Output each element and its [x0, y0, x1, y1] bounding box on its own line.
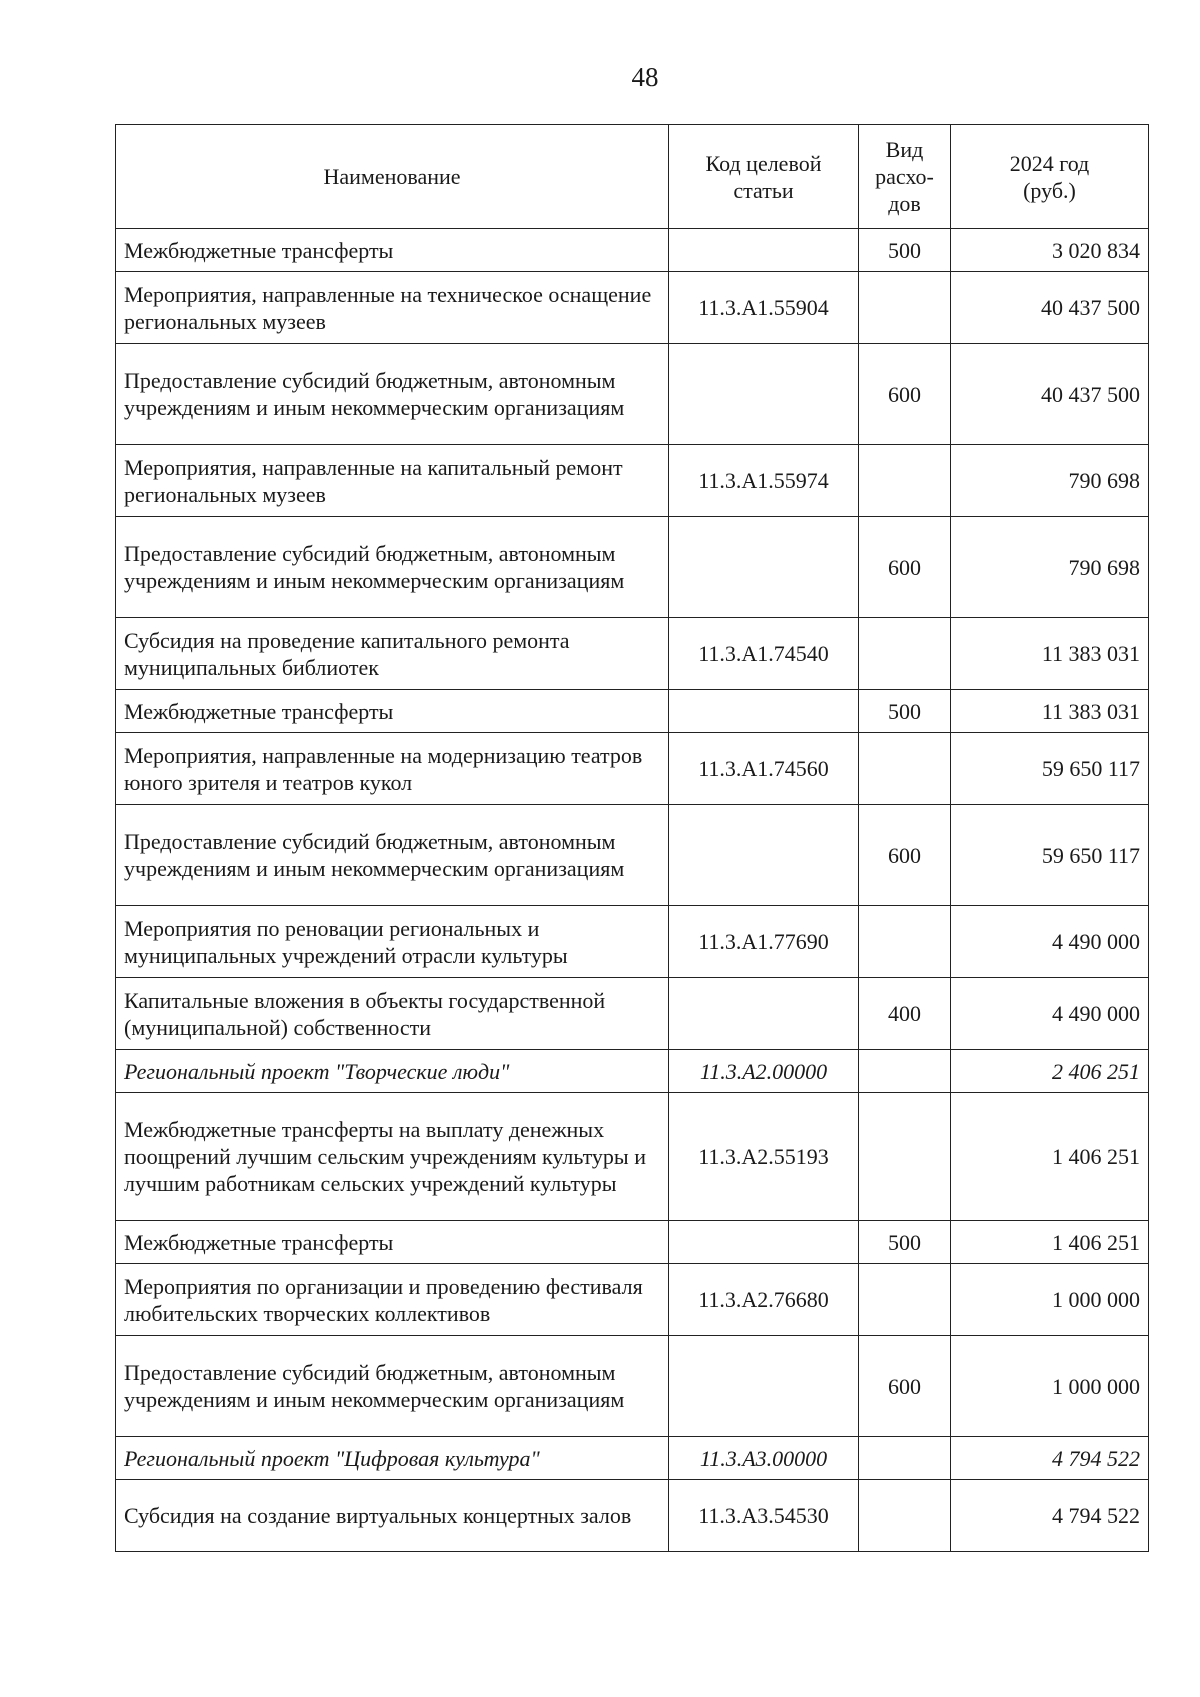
cell-amount: 790 698: [951, 517, 1149, 618]
table-row: [116, 445, 1149, 517]
budget-table: [115, 124, 1149, 1552]
cell-amount: 2 406 251: [951, 1050, 1149, 1093]
table-row: [116, 805, 1149, 906]
cell-amount: 1 406 251: [951, 1221, 1149, 1264]
cell-amount: 59 650 117: [951, 805, 1149, 906]
cell-code: 11.3.А2.55193: [669, 1093, 859, 1221]
cell-amount: 1 000 000: [951, 1336, 1149, 1437]
cell-name: Региональный проект "Цифровая культура": [116, 1437, 669, 1480]
cell-name: Региональный проект "Творческие люди": [116, 1050, 669, 1093]
cell-expense-type: 500: [859, 690, 951, 733]
header-amount-line-1: 2024 год: [1009, 150, 1090, 176]
cell-code: 11.3.А1.77690: [669, 906, 859, 978]
cell-code: [669, 978, 859, 1050]
header-amount: [951, 125, 1149, 229]
cell-expense-type: 500: [859, 229, 951, 272]
cell-code: 11.3.А3.54530: [669, 1480, 859, 1552]
table-row: [116, 618, 1149, 690]
cell-amount: 1 406 251: [951, 1093, 1149, 1221]
cell-name: Межбюджетные трансферты на выплату денежных поощрений лучшим сельским учреждениям культуры и лучшим работникам сельских учреждений культуры: [116, 1093, 669, 1221]
cell-amount: 40 437 500: [951, 344, 1149, 445]
cell-name: Межбюджетные трансферты: [116, 1221, 669, 1264]
cell-expense-type: [859, 445, 951, 517]
table-row: [116, 1221, 1149, 1264]
cell-code: 11.3.А1.74540: [669, 618, 859, 690]
table-row-section: [116, 1437, 1149, 1480]
cell-expense-type: 600: [859, 344, 951, 445]
cell-expense-type: 600: [859, 517, 951, 618]
cell-amount: 1 000 000: [951, 1264, 1149, 1336]
header-code: [669, 125, 859, 229]
cell-code: [669, 1336, 859, 1437]
cell-name: Межбюджетные трансферты: [116, 690, 669, 733]
table-row: [116, 906, 1149, 978]
table-row: [116, 733, 1149, 805]
cell-expense-type: 600: [859, 805, 951, 906]
table-row: [116, 1264, 1149, 1336]
cell-name: Капитальные вложения в объекты государственной (муниципальной) собственности: [116, 978, 669, 1050]
cell-name: Мероприятия по организации и проведению фестиваля любительских творческих коллективов: [116, 1264, 669, 1336]
cell-name: Предоставление субсидий бюджетным, автономным учреждениям и иным некоммерческим организациям: [116, 805, 669, 906]
table-row: [116, 1093, 1149, 1221]
cell-expense-type: 400: [859, 978, 951, 1050]
cell-name: Мероприятия, направленные на модернизацию театров юного зрителя и театров кукол: [116, 733, 669, 805]
cell-name: Предоставление субсидий бюджетным, автономным учреждениям и иным некоммерческим организациям: [116, 1336, 669, 1437]
cell-name: Субсидия на проведение капитального ремонта муниципальных библиотек: [116, 618, 669, 690]
table-row: [116, 229, 1149, 272]
page-number: 48: [631, 62, 659, 92]
cell-expense-type: 500: [859, 1221, 951, 1264]
cell-code: 11.3.А3.00000: [669, 1437, 859, 1480]
cell-amount: 790 698: [951, 445, 1149, 517]
header-type: [859, 125, 951, 229]
cell-amount: 4 794 522: [951, 1480, 1149, 1552]
table-row: [116, 517, 1149, 618]
header-type-line-3: дов: [888, 191, 921, 216]
cell-name: Предоставление субсидий бюджетным, автономным учреждениям и иным некоммерческим организациям: [116, 344, 669, 445]
cell-expense-type: [859, 906, 951, 978]
header-code-line-1: Код целевой: [705, 150, 822, 176]
cell-code: [669, 1221, 859, 1264]
header-name: Наименование: [116, 125, 669, 229]
cell-amount: 11 383 031: [951, 618, 1149, 690]
cell-name: Межбюджетные трансферты: [116, 229, 669, 272]
cell-code: 11.3.А2.76680: [669, 1264, 859, 1336]
cell-name: Субсидия на создание виртуальных концертных залов: [116, 1480, 669, 1552]
cell-amount: 59 650 117: [951, 733, 1149, 805]
cell-amount: 11 383 031: [951, 690, 1149, 733]
cell-amount: 4 794 522: [951, 1437, 1149, 1480]
cell-expense-type: [859, 1264, 951, 1336]
table-header-row: [116, 125, 1149, 229]
header-code-line-2: статьи: [733, 177, 794, 203]
cell-expense-type: [859, 1093, 951, 1221]
cell-expense-type: [859, 1050, 951, 1093]
cell-amount: 3 020 834: [951, 229, 1149, 272]
cell-code: [669, 344, 859, 445]
cell-code: [669, 805, 859, 906]
cell-expense-type: [859, 272, 951, 344]
table-row: [116, 272, 1149, 344]
table-row: [116, 344, 1149, 445]
header-amount-line-2: (руб.): [1023, 177, 1076, 203]
cell-name: Мероприятия, направленные на капитальный ремонт региональных музеев: [116, 445, 669, 517]
cell-amount: 4 490 000: [951, 978, 1149, 1050]
table-row: [116, 1480, 1149, 1552]
cell-expense-type: [859, 618, 951, 690]
header-type-line-2: расхо-: [875, 164, 934, 189]
table-row: [116, 978, 1149, 1050]
cell-code: [669, 517, 859, 618]
cell-expense-type: [859, 1480, 951, 1552]
cell-code: 11.3.А1.55974: [669, 445, 859, 517]
cell-expense-type: [859, 733, 951, 805]
cell-code: [669, 690, 859, 733]
table-body: [116, 229, 1149, 1552]
cell-amount: 40 437 500: [951, 272, 1149, 344]
table-row-section: [116, 1050, 1149, 1093]
cell-code: 11.3.А1.55904: [669, 272, 859, 344]
cell-name: Мероприятия, направленные на техническое оснащение региональных музеев: [116, 272, 669, 344]
cell-expense-type: 600: [859, 1336, 951, 1437]
cell-name: Мероприятия по реновации региональных и муниципальных учреждений отрасли культуры: [116, 906, 669, 978]
cell-amount: 4 490 000: [951, 906, 1149, 978]
header-type-line-1: Вид: [885, 137, 924, 162]
cell-code: 11.3.А2.00000: [669, 1050, 859, 1093]
cell-code: 11.3.А1.74560: [669, 733, 859, 805]
table-row: [116, 1336, 1149, 1437]
cell-name: Предоставление субсидий бюджетным, автономным учреждениям и иным некоммерческим организациям: [116, 517, 669, 618]
cell-code: [669, 229, 859, 272]
table-row: [116, 690, 1149, 733]
cell-expense-type: [859, 1437, 951, 1480]
